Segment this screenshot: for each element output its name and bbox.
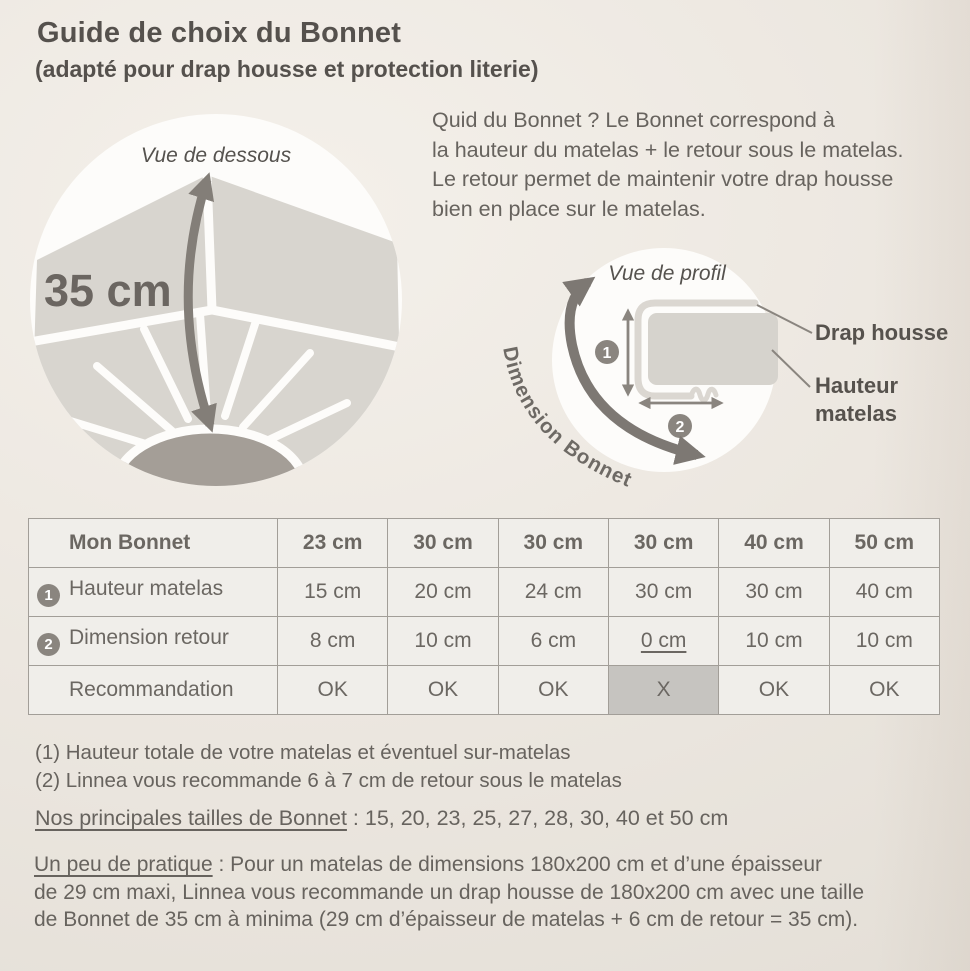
- table-cell: 10 cm: [719, 617, 829, 666]
- table-cell: OK: [388, 666, 498, 715]
- row-label: Hauteur matelas: [69, 577, 224, 600]
- bonnet-size-table: [28, 518, 940, 715]
- page-subtitle: (adapté pour drap housse et protection literie): [35, 56, 539, 82]
- practice-text: : Pour un matelas de dimensions 180x200 cm et d’une épaisseur: [212, 853, 822, 876]
- table-cell: [608, 617, 718, 666]
- mattress-profile: [648, 313, 778, 385]
- badge-2: [668, 414, 692, 438]
- bonnet-measure-label: 35 cm: [44, 265, 172, 316]
- svg-text:2: 2: [675, 419, 685, 436]
- table-cell: OK: [829, 666, 939, 715]
- intro-line: la hauteur du matelas + le retour sous le matelas.: [432, 137, 904, 162]
- table-row-hauteur-matelas: [29, 568, 940, 617]
- footnote-2: (2) Linnea vous recommande 6 à 7 cm de retour sous le matelas: [35, 769, 622, 792]
- table-cell: 40 cm: [829, 568, 939, 617]
- practice-paragraph: [34, 851, 940, 934]
- profile-view-diagram: [495, 230, 960, 510]
- table-header-cell: 50 cm: [829, 519, 939, 568]
- table-cell: 24 cm: [498, 568, 608, 617]
- table-row-recommandation: [29, 666, 940, 715]
- profile-view-caption: Vue de profil: [608, 262, 726, 285]
- table-header-cell: 30 cm: [608, 519, 718, 568]
- sizes-heading: Nos principales tailles de Bonnet: [35, 806, 347, 830]
- table-cell: 6 cm: [498, 617, 608, 666]
- main-sizes-line: [35, 806, 728, 831]
- row-label: Dimension retour: [69, 626, 229, 649]
- badge-2: 2: [37, 633, 60, 656]
- table-cell: 30 cm: [608, 568, 718, 617]
- table-header-label: Mon Bonnet: [29, 519, 278, 568]
- table-cell: 20 cm: [388, 568, 498, 617]
- drap-housse-callout: Drap housse: [815, 320, 949, 345]
- intro-paragraph: [432, 106, 903, 224]
- table-cell: OK: [498, 666, 608, 715]
- practice-text: de Bonnet de 35 cm à minima (29 cm d’épaisseur de matelas + 6 cm de retour = 35 cm).: [34, 908, 859, 931]
- table-cell: OK: [719, 666, 829, 715]
- footnotes: [35, 739, 622, 795]
- intro-line: Quid du Bonnet ? Le Bonnet correspond à: [432, 108, 835, 132]
- intro-line: Le retour permet de maintenir votre drap housse: [432, 167, 894, 191]
- table-header-cell: 40 cm: [719, 519, 829, 568]
- hauteur-matelas-callout: Hauteur: [815, 373, 899, 398]
- table-cell: 15 cm: [278, 568, 388, 617]
- badge-1: 1: [37, 584, 60, 607]
- sizes-list: : 15, 20, 23, 25, 27, 28, 30, 40 et 50 cm: [346, 806, 729, 830]
- page-title: Guide de choix du Bonnet: [37, 17, 402, 49]
- table-row-dimension-retour: [29, 617, 940, 666]
- practice-text: de 29 cm maxi, Linnea vous recommande un drap housse de 180x200 cm avec une taille: [34, 880, 864, 904]
- table-header-row: [29, 519, 940, 568]
- hauteur-matelas-callout: matelas: [815, 401, 897, 426]
- svg-text:1: 1: [602, 345, 612, 362]
- table-header-cell: 30 cm: [498, 519, 608, 568]
- bottom-view-caption: Vue de dessous: [140, 144, 292, 167]
- table-cell: OK: [278, 666, 388, 715]
- badge-1: [595, 340, 619, 364]
- table-cell: 10 cm: [829, 617, 939, 666]
- intro-line: bien en place sur le matelas.: [432, 196, 706, 221]
- bottom-view-diagram: [30, 114, 402, 486]
- table-cell: 8 cm: [278, 617, 388, 666]
- table-header-cell: 30 cm: [388, 519, 498, 568]
- row-label: Recommandation: [29, 666, 278, 715]
- dimension-bonnet-arc-label: Dimension Bonnet: [498, 344, 636, 492]
- table-cell: 10 cm: [388, 617, 498, 666]
- footnote-1: (1) Hauteur totale de votre matelas et éventuel sur-matelas: [35, 741, 571, 764]
- underlined-value: 0 cm: [640, 629, 687, 652]
- table-header-cell: 23 cm: [278, 519, 388, 568]
- practice-heading: Un peu de pratique: [34, 853, 213, 876]
- table-cell: 30 cm: [719, 568, 829, 617]
- table-cell-not-recommended: X: [608, 666, 718, 715]
